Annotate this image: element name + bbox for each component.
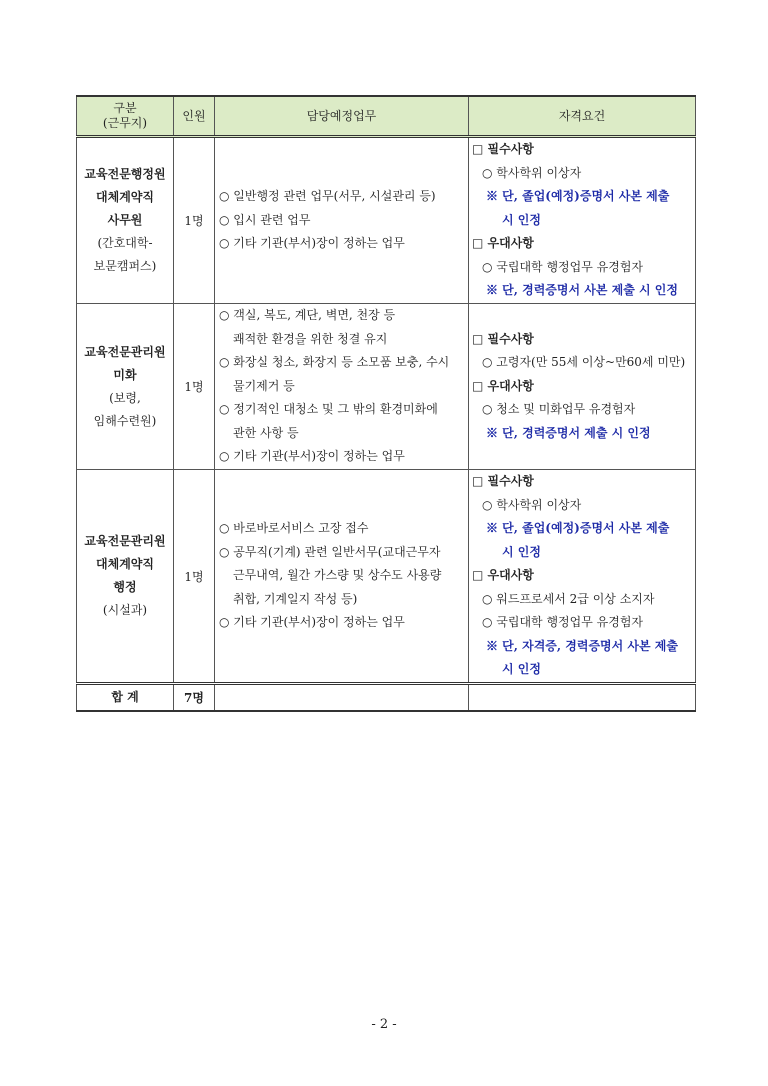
duty-item: ○ 기타 기관(부서)장이 정하는 업무 [219,449,405,464]
duty-item: ○ 기타 기관(부서)장이 정하는 업무 [219,236,405,251]
duty-item: ○ 화장실 청소, 화장지 등 소모품 보충, 수시 [219,355,450,370]
req-item: ○ 고령자(만 55세 이상~만60세 미만) [482,355,686,370]
row-requirements [469,137,696,304]
duty-item: 쾌적한 환경을 위한 청결 유지 [233,331,388,346]
recruitment-table [76,95,696,712]
row-requirements [469,470,696,684]
req-heading: □ 필수사항 [472,474,534,489]
category-line: 행정 [113,580,137,594]
duty-item: ○ 바로바로서비스 고장 접수 [219,521,369,536]
duty-item: ○ 정기적인 대청소 및 그 밖의 환경미화에 [219,402,438,417]
req-note: 시 인정 [502,544,541,559]
duty-item: ○ 공무직(기계) 관련 일반서무(교대근무자 [219,544,441,559]
duty-item: 관한 사항 등 [233,425,299,440]
row-duties [215,137,469,304]
header-category [77,96,174,137]
duty-item: ○ 입시 관련 업무 [219,212,311,227]
category-line: 사무원 [107,213,143,227]
total-count: 7명 [174,684,215,712]
req-item: ○ 국립대학 행정업무 유경험자 [482,259,644,274]
table-row [77,470,696,684]
duty-item: 취합, 기계일지 작성 등) [233,591,358,606]
req-note: ※ 단, 졸업(예정)증명서 사본 제출 [486,189,670,204]
req-heading: □ 우대사항 [472,568,534,583]
category-line: (시설과) [102,603,148,617]
req-item: ○ 국립대학 행정업무 유경험자 [482,615,644,630]
total-label: 합 계 [77,684,174,712]
row-category [77,470,174,684]
req-note: ※ 단, 경력증명서 사본 제출 시 인정 [486,283,678,298]
row-duties [215,304,469,470]
header-count: 인원 [174,96,215,137]
req-note: ※ 단, 경력증명서 제출 시 인정 [486,425,651,440]
duty-item: ○ 기타 기관(부서)장이 정하는 업무 [219,615,405,630]
duty-item: 근무내역, 월간 가스량 및 상수도 사용량 [233,568,442,583]
total-row [77,684,696,712]
req-item: ○ 워드프로세서 2급 이상 소지자 [482,591,655,606]
header-requirements: 자격요건 [469,96,696,137]
duty-item: ○ 일반행정 관련 업무(서무, 시설관리 등) [219,189,436,204]
table-header-row [77,96,696,137]
page-number: - 2 - [371,1017,397,1032]
req-note: ※ 단, 자격증, 경력증명서 사본 제출 [486,638,678,653]
req-note: ※ 단, 졸업(예정)증명서 사본 제출 [486,521,670,536]
row-count: 1명 [174,137,215,304]
req-item: ○ 학사학위 이상자 [482,497,582,512]
header-category-line: 구분 [113,101,137,115]
row-count: 1명 [174,304,215,470]
category-line: 미화 [113,367,137,382]
row-count: 1명 [174,470,215,684]
header-duties: 담당예정업무 [215,96,469,137]
req-item: ○ 학사학위 이상자 [482,165,582,180]
category-line: (보령, [109,390,141,405]
table-row [77,137,696,304]
req-heading: □ 필수사항 [472,142,534,157]
duty-item: ○ 객실, 복도, 계단, 벽면, 천장 등 [219,308,396,323]
req-note: 시 인정 [502,662,541,677]
category-line: 교육전문관리원 [84,344,166,359]
category-line: 대체계약직 [96,557,154,571]
category-line: 교육전문관리원 [84,534,166,548]
category-line: (간호대학- [97,236,153,250]
row-category [77,304,174,470]
row-category [77,137,174,304]
req-item: ○ 청소 및 미화업무 유경험자 [482,402,636,417]
row-requirements [469,304,696,470]
category-line: 교육전문행정원 [84,167,166,181]
table-row [77,304,696,470]
total-empty-cell [469,684,696,712]
req-heading: □ 우대사항 [472,236,534,251]
total-empty-cell [215,684,469,712]
row-duties [215,470,469,684]
req-heading: □ 우대사항 [472,378,534,393]
category-line: 임해수련원) [93,413,157,428]
req-note: 시 인정 [502,212,541,227]
header-category-line: (근무지) [102,116,148,130]
category-line: 보문캠퍼스) [93,259,157,273]
req-heading: □ 필수사항 [472,331,534,346]
duty-item: 물기제거 등 [233,378,295,393]
category-line: 대체계약직 [96,190,154,204]
